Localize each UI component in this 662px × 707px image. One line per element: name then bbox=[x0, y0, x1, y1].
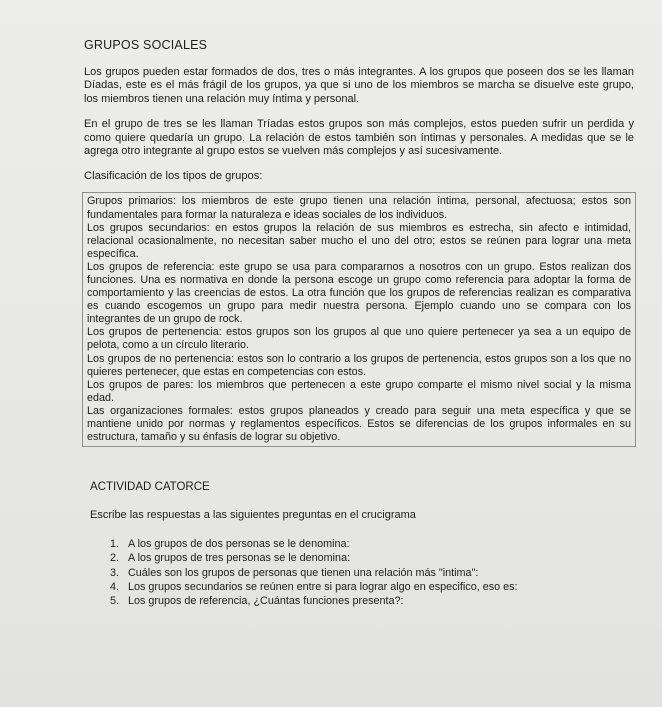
classification-entry: Los grupos de no pertenencia: estos son lo contrario a los grupos de pertenencia, estos grupos son a los que no quieres pertenecer, que estas en competencias con estos. bbox=[87, 352, 631, 378]
question-item: 2. A los grupos de tres personas se le denomina: bbox=[122, 551, 634, 565]
classification-entry: Los grupos secundarios: en estos grupos la relación de sus miembros es estrecha, sin afecto e intimidad, relacional ocasionalmente, no necesitan saber mucho el uno del otro; estos se reúnen para lograr una meta específica. bbox=[87, 221, 631, 260]
classification-box bbox=[82, 192, 636, 447]
page-title: GRUPOS SOCIALES bbox=[84, 38, 208, 52]
classification-entry: Los grupos de referencia: este grupo se usa para compararnos a nosotros con un grupo. Estos realizan dos funciones. Una es normativa en donde la persona escoge un grupo como referencia para adoptar la forma de comportamiento y las creencias de estos. La otra función que los grupos de referencias realizan es comparativa es cuando escogemos un grupo para medir nuestra persona. Ejemplo cuando uno se compara con los integrantes de un grupo de rock. bbox=[87, 260, 631, 326]
question-item: 1. A los grupos de dos personas se le denomina: bbox=[122, 537, 634, 551]
classification-heading: Clasificación de los tipos de grupos: bbox=[84, 170, 263, 183]
intro-paragraph-2: En el grupo de tres se les llaman Tríadas estos grupos son más complejos, estos pueden sufrir un perdida y como quiere quedaría un grupo. La relación de estos también son íntimas y personales. A medidas que se le agrega otro integrante al grupo estos se vuelven más complejos y así sucesivamente. bbox=[84, 118, 634, 158]
classification-entry: Grupos primarios: los miembros de este grupo tienen una relación íntima, personal, afectuosa; estos son fundamentales para formar la naturaleza e ideas sociales de los individuos. bbox=[87, 195, 631, 221]
classification-entry: Los grupos de pertenencia: estos grupos son los grupos al que uno quiere pertenecer ya sea a un equipo de pelota, como a un círculo literario. bbox=[87, 326, 631, 352]
activity-instruction: Escribe las respuestas a las siguientes preguntas en el crucigrama bbox=[90, 509, 416, 522]
activity-title: ACTIVIDAD CATORCE bbox=[90, 481, 210, 494]
question-item: 5. Los grupos de referencia, ¿Cuántas funciones presenta?: bbox=[122, 594, 634, 608]
classification-entry: Los grupos de pares: los miembros que pertenecen a este grupo comparte el mismo nivel social y la misma edad. bbox=[87, 378, 631, 404]
classification-entry: Las organizaciones formales: estos grupos planeados y creado para seguir una meta específica y que se mantiene unido por normas y reglamentos específicos. Estos se diferencias de los grupos informales en su estructura, tamaño y su énfasis de lograr su objetivo. bbox=[87, 404, 631, 444]
question-list bbox=[84, 537, 634, 608]
question-item: 4. Los grupos secundarios se reúnen entre si para lograr algo en especifico, eso es: bbox=[122, 580, 634, 594]
question-item: 3. Cuáles son los grupos de personas que tienen una relación más "intima": bbox=[122, 566, 634, 580]
intro-paragraph-1: Los grupos pueden estar formados de dos, tres o más integrantes. A los grupos que poseen dos se les llaman Díadas, este es el más frágil de los grupos, ya que si uno de los miembros se marcha se disuelve este grupo, los miembros tienen una relación muy íntima y personal. bbox=[84, 66, 634, 105]
